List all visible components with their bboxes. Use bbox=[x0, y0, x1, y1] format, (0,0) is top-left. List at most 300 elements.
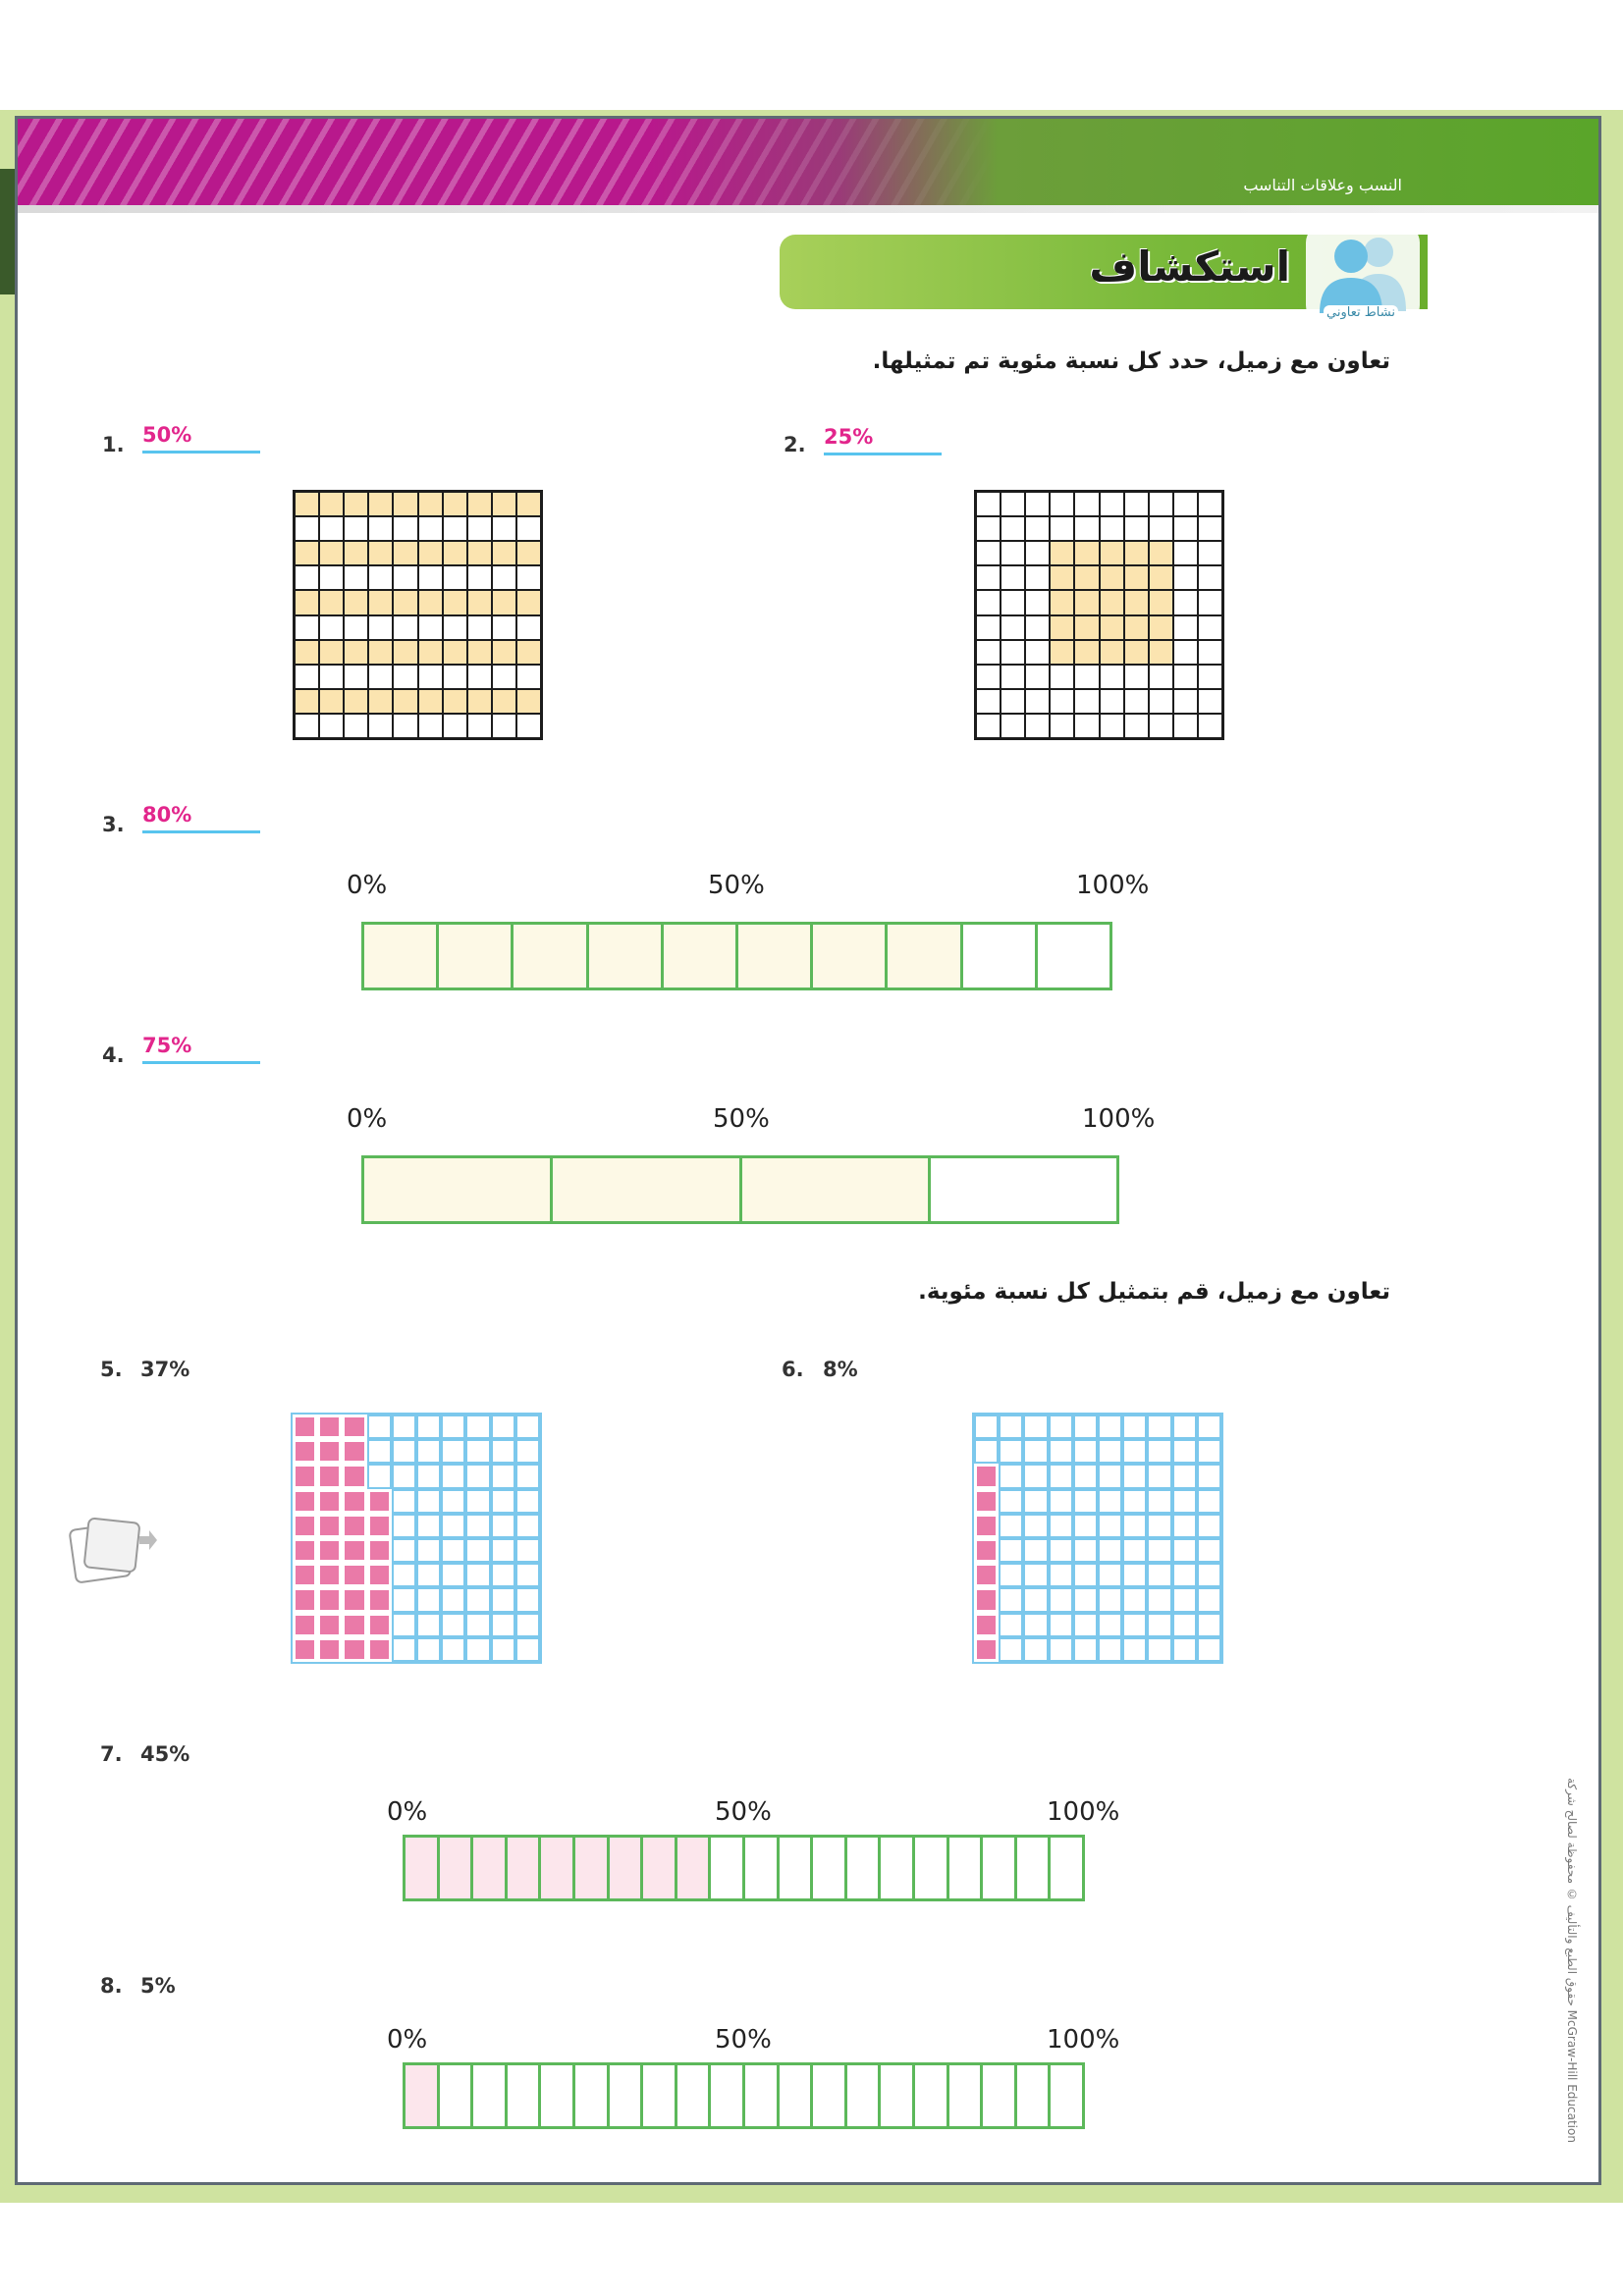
grid-square bbox=[1122, 1637, 1147, 1662]
grid-square bbox=[1124, 689, 1149, 714]
grid-square bbox=[1173, 590, 1198, 614]
grid-square bbox=[441, 1489, 465, 1514]
grid-square bbox=[1197, 1637, 1221, 1662]
grid-square bbox=[999, 1489, 1023, 1514]
grid-square bbox=[1172, 1587, 1197, 1612]
grid-square bbox=[974, 1514, 999, 1538]
bar-segment bbox=[437, 1838, 471, 1898]
grid-square bbox=[1050, 665, 1074, 689]
grid-square bbox=[1124, 516, 1149, 541]
grid-square bbox=[367, 1587, 392, 1612]
grid-square bbox=[516, 640, 541, 665]
grid-square bbox=[515, 1439, 540, 1464]
grid-square bbox=[1025, 689, 1050, 714]
grid-square bbox=[1073, 1514, 1098, 1538]
grid-square bbox=[1147, 1489, 1171, 1514]
bar-segment bbox=[572, 1838, 607, 1898]
grid-square bbox=[342, 1563, 366, 1587]
grid-square bbox=[344, 615, 368, 640]
grid-square bbox=[1074, 714, 1099, 738]
bar-segment bbox=[1014, 1838, 1049, 1898]
grid-square bbox=[392, 1538, 416, 1563]
grid-square bbox=[491, 1514, 515, 1538]
chapter-title: النسب وعلاقات التناسب bbox=[1243, 176, 1402, 194]
grid-square bbox=[317, 1538, 342, 1563]
grid-square bbox=[491, 1587, 515, 1612]
grid-square bbox=[491, 1464, 515, 1488]
item-8-number: 8. bbox=[100, 1974, 123, 1998]
item-7-label-50: 50% bbox=[715, 1797, 772, 1827]
grid-square bbox=[1124, 541, 1149, 565]
grid-square bbox=[1198, 714, 1222, 738]
grid-square bbox=[1050, 714, 1074, 738]
grid-square bbox=[1049, 1439, 1073, 1464]
grid-square bbox=[1197, 1415, 1221, 1439]
grid-square bbox=[1197, 1464, 1221, 1488]
bar-segment bbox=[364, 925, 436, 988]
item-4-answer[interactable]: 75% bbox=[142, 1034, 260, 1064]
grid-square bbox=[492, 590, 516, 614]
grid-square bbox=[295, 665, 319, 689]
grid-square bbox=[418, 640, 443, 665]
grid-square bbox=[317, 1464, 342, 1488]
grid-square bbox=[1049, 1613, 1073, 1637]
grid-square bbox=[368, 665, 393, 689]
item-4-label-0: 0% bbox=[347, 1104, 388, 1134]
grid-square bbox=[368, 541, 393, 565]
grid-square bbox=[1173, 689, 1198, 714]
grid-square bbox=[443, 516, 467, 541]
grid-square bbox=[342, 1637, 366, 1662]
grid-square bbox=[1173, 640, 1198, 665]
grid-square bbox=[491, 1538, 515, 1563]
grid-square bbox=[392, 1415, 416, 1439]
grid-square bbox=[393, 516, 417, 541]
grid-square bbox=[1023, 1538, 1048, 1563]
grid-square bbox=[393, 590, 417, 614]
grid-square bbox=[1124, 590, 1149, 614]
grid-square bbox=[441, 1415, 465, 1439]
grid-square bbox=[1173, 492, 1198, 516]
item-3-label-0: 0% bbox=[347, 871, 388, 900]
grid-square bbox=[1049, 1637, 1073, 1662]
grid-square bbox=[1172, 1613, 1197, 1637]
item-3-label-100: 100% bbox=[1076, 871, 1150, 900]
grid-square bbox=[1149, 541, 1173, 565]
grid-square bbox=[1074, 665, 1099, 689]
instruction-part1: تعاون مع زميل، حدد كل نسبة مئوية تم تمثيلها. bbox=[872, 348, 1390, 374]
grid-square bbox=[416, 1587, 441, 1612]
grid-square bbox=[367, 1439, 392, 1464]
grid-square bbox=[1050, 615, 1074, 640]
grid-square bbox=[1147, 1637, 1171, 1662]
grid-square bbox=[1173, 714, 1198, 738]
bar-segment bbox=[436, 925, 511, 988]
grid-square bbox=[344, 565, 368, 590]
grid-square bbox=[1001, 516, 1025, 541]
item-4-label-100: 100% bbox=[1082, 1104, 1156, 1134]
grid-square bbox=[974, 1415, 999, 1439]
grid-square bbox=[1172, 1637, 1197, 1662]
bar-segment bbox=[810, 1838, 844, 1898]
grid-square bbox=[1124, 565, 1149, 590]
grid-square bbox=[1025, 590, 1050, 614]
grid-square bbox=[999, 1415, 1023, 1439]
grid-square bbox=[999, 1563, 1023, 1587]
grid-square bbox=[319, 565, 344, 590]
grid-square bbox=[293, 1464, 317, 1488]
bar-segment bbox=[505, 1838, 539, 1898]
grid-square bbox=[465, 1637, 490, 1662]
grid-square bbox=[516, 689, 541, 714]
bar-segment bbox=[607, 1838, 641, 1898]
grid-square bbox=[1197, 1489, 1221, 1514]
percent-bar-item-8[interactable] bbox=[403, 2062, 1085, 2129]
bar-segment bbox=[675, 1838, 709, 1898]
grid-square bbox=[976, 665, 1001, 689]
grid-square bbox=[319, 541, 344, 565]
grid-square bbox=[1049, 1415, 1073, 1439]
grid-square bbox=[515, 1637, 540, 1662]
grid-square bbox=[319, 615, 344, 640]
grid-square bbox=[441, 1538, 465, 1563]
grid-square bbox=[515, 1587, 540, 1612]
left-edge-strip bbox=[0, 169, 16, 294]
grid-square bbox=[492, 565, 516, 590]
item-8-label-50: 50% bbox=[715, 2025, 772, 2055]
bar-segment bbox=[364, 1158, 550, 1221]
grid-square bbox=[317, 1587, 342, 1612]
grid-square bbox=[1001, 565, 1025, 590]
grid-square bbox=[319, 492, 344, 516]
grid-square bbox=[1074, 492, 1099, 516]
hundred-grid-item-5[interactable] bbox=[291, 1413, 542, 1664]
grid-square bbox=[1025, 640, 1050, 665]
grid-square bbox=[367, 1613, 392, 1637]
grid-square bbox=[1074, 516, 1099, 541]
grid-square bbox=[344, 689, 368, 714]
grid-square bbox=[1049, 1514, 1073, 1538]
grid-square bbox=[516, 492, 541, 516]
bar-segment bbox=[1048, 2065, 1082, 2126]
grid-square bbox=[393, 714, 417, 738]
grid-square bbox=[492, 689, 516, 714]
grid-square bbox=[1198, 665, 1222, 689]
bar-segment bbox=[878, 1838, 912, 1898]
grid-square bbox=[492, 492, 516, 516]
grid-square bbox=[441, 1439, 465, 1464]
grid-square bbox=[443, 689, 467, 714]
grid-square bbox=[319, 590, 344, 614]
grid-square bbox=[465, 1538, 490, 1563]
grid-square bbox=[1173, 516, 1198, 541]
grid-square bbox=[393, 689, 417, 714]
grid-square bbox=[367, 1415, 392, 1439]
grid-square bbox=[1001, 689, 1025, 714]
grid-square bbox=[1001, 640, 1025, 665]
bar-segment bbox=[980, 1838, 1014, 1898]
grid-square bbox=[317, 1489, 342, 1514]
grid-square bbox=[1100, 689, 1124, 714]
grid-square bbox=[1073, 1415, 1098, 1439]
grid-square bbox=[467, 541, 492, 565]
bar-segment bbox=[777, 1838, 811, 1898]
bar-segment bbox=[947, 1838, 981, 1898]
bar-segment bbox=[406, 1838, 437, 1898]
grid-square bbox=[295, 541, 319, 565]
percent-bar-item-7[interactable] bbox=[403, 1835, 1085, 1901]
grid-square bbox=[515, 1489, 540, 1514]
bar-segment bbox=[538, 1838, 572, 1898]
grid-square bbox=[1023, 1489, 1048, 1514]
grid-square bbox=[367, 1637, 392, 1662]
grid-square bbox=[344, 640, 368, 665]
grid-square bbox=[467, 640, 492, 665]
item-5-percent: 37% bbox=[140, 1358, 190, 1381]
grid-square bbox=[1025, 615, 1050, 640]
grid-square bbox=[1073, 1489, 1098, 1514]
grid-square bbox=[1023, 1439, 1048, 1464]
grid-square bbox=[392, 1563, 416, 1587]
grid-square bbox=[467, 492, 492, 516]
grid-square bbox=[1098, 1439, 1122, 1464]
grid-square bbox=[392, 1587, 416, 1612]
grid-square bbox=[1172, 1415, 1197, 1439]
grid-square bbox=[342, 1587, 366, 1612]
item-2-answer[interactable]: 25% bbox=[824, 425, 942, 455]
bar-segment bbox=[912, 2065, 947, 2126]
grid-square bbox=[344, 516, 368, 541]
grid-square bbox=[443, 541, 467, 565]
bar-segment bbox=[739, 1158, 928, 1221]
copyright-note: حقوق الطبع والتأليف © محفوظة لصالح شركة McGraw-Hill Education bbox=[1565, 1778, 1579, 2143]
grid-square bbox=[491, 1415, 515, 1439]
grid-square bbox=[465, 1613, 490, 1637]
grid-square bbox=[976, 492, 1001, 516]
grid-square bbox=[1073, 1563, 1098, 1587]
bar-segment bbox=[810, 2065, 844, 2126]
bar-segment bbox=[885, 925, 959, 988]
grid-square bbox=[293, 1538, 317, 1563]
grid-square bbox=[1198, 689, 1222, 714]
grid-square bbox=[1100, 665, 1124, 689]
grid-square bbox=[319, 640, 344, 665]
percent-bar-item-3 bbox=[361, 922, 1112, 990]
grid-square bbox=[367, 1489, 392, 1514]
grid-square bbox=[1124, 665, 1149, 689]
grid-square bbox=[1124, 640, 1149, 665]
item-4-number: 4. bbox=[102, 1043, 125, 1067]
grid-square bbox=[1172, 1514, 1197, 1538]
bar-segment bbox=[928, 1158, 1116, 1221]
grid-square bbox=[392, 1464, 416, 1488]
bar-segment bbox=[406, 2065, 437, 2126]
grid-square bbox=[342, 1464, 366, 1488]
bar-segment bbox=[538, 2065, 572, 2126]
grid-square bbox=[1050, 689, 1074, 714]
grid-square bbox=[976, 615, 1001, 640]
grid-square bbox=[1001, 714, 1025, 738]
bar-segment bbox=[572, 2065, 607, 2126]
grid-square bbox=[1023, 1613, 1048, 1637]
grid-square bbox=[1197, 1563, 1221, 1587]
bar-segment bbox=[844, 2065, 879, 2126]
grid-square bbox=[1001, 492, 1025, 516]
grid-square bbox=[392, 1489, 416, 1514]
hundred-grid-item-2 bbox=[974, 490, 1224, 740]
grid-square bbox=[974, 1439, 999, 1464]
bar-segment bbox=[810, 925, 885, 988]
grid-square bbox=[1098, 1489, 1122, 1514]
grid-square bbox=[1122, 1489, 1147, 1514]
grid-square bbox=[1074, 615, 1099, 640]
grid-square bbox=[976, 565, 1001, 590]
worksheet-page bbox=[15, 116, 1601, 2185]
grid-square bbox=[293, 1613, 317, 1637]
grid-square bbox=[1149, 615, 1173, 640]
grid-square bbox=[443, 615, 467, 640]
item-5-number: 5. bbox=[100, 1358, 123, 1381]
grid-square bbox=[465, 1514, 490, 1538]
grid-square bbox=[999, 1613, 1023, 1637]
grid-square bbox=[1197, 1538, 1221, 1563]
grid-square bbox=[1149, 689, 1173, 714]
item-3-answer[interactable]: 80% bbox=[142, 803, 260, 833]
grid-square bbox=[368, 492, 393, 516]
grid-square bbox=[1073, 1587, 1098, 1612]
grid-square bbox=[418, 516, 443, 541]
grid-square bbox=[1147, 1563, 1171, 1587]
grid-square bbox=[974, 1637, 999, 1662]
grid-square bbox=[368, 565, 393, 590]
grid-square bbox=[467, 714, 492, 738]
item-3-label-50: 50% bbox=[708, 871, 765, 900]
collaboration-badge bbox=[1294, 221, 1432, 331]
grid-square bbox=[1122, 1538, 1147, 1563]
grid-square bbox=[467, 516, 492, 541]
grid-square bbox=[1172, 1439, 1197, 1464]
grid-square bbox=[492, 665, 516, 689]
bar-segment bbox=[947, 2065, 981, 2126]
grid-square bbox=[1001, 541, 1025, 565]
grid-square bbox=[295, 565, 319, 590]
grid-square bbox=[317, 1563, 342, 1587]
grid-square bbox=[1198, 640, 1222, 665]
grid-square bbox=[293, 1514, 317, 1538]
grid-square bbox=[1122, 1464, 1147, 1488]
grid-square bbox=[1098, 1587, 1122, 1612]
grid-square bbox=[368, 714, 393, 738]
item-8-percent: 5% bbox=[140, 1974, 176, 1998]
grid-square bbox=[1025, 541, 1050, 565]
grid-square bbox=[1073, 1637, 1098, 1662]
manipulatives-icon bbox=[67, 1513, 165, 1591]
grid-square bbox=[491, 1489, 515, 1514]
grid-square bbox=[1025, 492, 1050, 516]
grid-square bbox=[342, 1489, 366, 1514]
grid-square bbox=[1074, 590, 1099, 614]
bar-segment bbox=[777, 2065, 811, 2126]
grid-square bbox=[1198, 615, 1222, 640]
grid-square bbox=[516, 615, 541, 640]
item-1-number: 1. bbox=[102, 433, 125, 456]
grid-square bbox=[1147, 1464, 1171, 1488]
grid-square bbox=[1147, 1514, 1171, 1538]
grid-square bbox=[443, 565, 467, 590]
grid-square bbox=[317, 1637, 342, 1662]
bar-segment bbox=[675, 2065, 709, 2126]
top-banner bbox=[18, 119, 1598, 205]
grid-square bbox=[1149, 565, 1173, 590]
bar-segment bbox=[708, 2065, 742, 2126]
grid-square bbox=[515, 1613, 540, 1637]
grid-square bbox=[1073, 1439, 1098, 1464]
grid-square bbox=[342, 1415, 366, 1439]
item-1-answer[interactable]: 50% bbox=[142, 423, 260, 454]
grid-square bbox=[491, 1563, 515, 1587]
grid-square bbox=[1198, 516, 1222, 541]
bar-segment bbox=[742, 1838, 777, 1898]
grid-square bbox=[1147, 1439, 1171, 1464]
item-7-percent: 45% bbox=[140, 1742, 190, 1766]
grid-square bbox=[492, 615, 516, 640]
bar-segment bbox=[586, 925, 661, 988]
grid-square bbox=[974, 1613, 999, 1637]
bar-segment bbox=[980, 2065, 1014, 2126]
grid-square bbox=[1198, 590, 1222, 614]
item-6-percent: 8% bbox=[823, 1358, 858, 1381]
bar-segment bbox=[505, 2065, 539, 2126]
grid-square bbox=[1001, 615, 1025, 640]
grid-square bbox=[974, 1464, 999, 1488]
hundred-grid-item-6[interactable] bbox=[972, 1413, 1223, 1664]
grid-square bbox=[492, 714, 516, 738]
grid-square bbox=[467, 565, 492, 590]
grid-square bbox=[317, 1613, 342, 1637]
grid-square bbox=[416, 1538, 441, 1563]
grid-square bbox=[1100, 590, 1124, 614]
grid-square bbox=[443, 640, 467, 665]
grid-square bbox=[441, 1464, 465, 1488]
grid-square bbox=[1149, 516, 1173, 541]
grid-square bbox=[443, 714, 467, 738]
grid-square bbox=[1124, 492, 1149, 516]
grid-square bbox=[515, 1415, 540, 1439]
item-8-label-0: 0% bbox=[387, 2025, 428, 2055]
bar-segment bbox=[437, 2065, 471, 2126]
grid-square bbox=[1074, 640, 1099, 665]
banner-divider bbox=[18, 205, 1598, 213]
bar-segment bbox=[844, 1838, 879, 1898]
grid-square bbox=[1173, 615, 1198, 640]
grid-square bbox=[1025, 665, 1050, 689]
grid-square bbox=[1147, 1415, 1171, 1439]
grid-square bbox=[1122, 1563, 1147, 1587]
grid-square bbox=[1197, 1587, 1221, 1612]
grid-square bbox=[441, 1613, 465, 1637]
grid-square bbox=[392, 1637, 416, 1662]
grid-square bbox=[392, 1613, 416, 1637]
grid-square bbox=[976, 689, 1001, 714]
item-7-label-0: 0% bbox=[387, 1797, 428, 1827]
grid-square bbox=[516, 665, 541, 689]
bar-segment bbox=[661, 925, 735, 988]
grid-square bbox=[367, 1464, 392, 1488]
grid-square bbox=[516, 714, 541, 738]
grid-square bbox=[293, 1415, 317, 1439]
item-7-label-100: 100% bbox=[1047, 1797, 1120, 1827]
bar-segment bbox=[912, 1838, 947, 1898]
